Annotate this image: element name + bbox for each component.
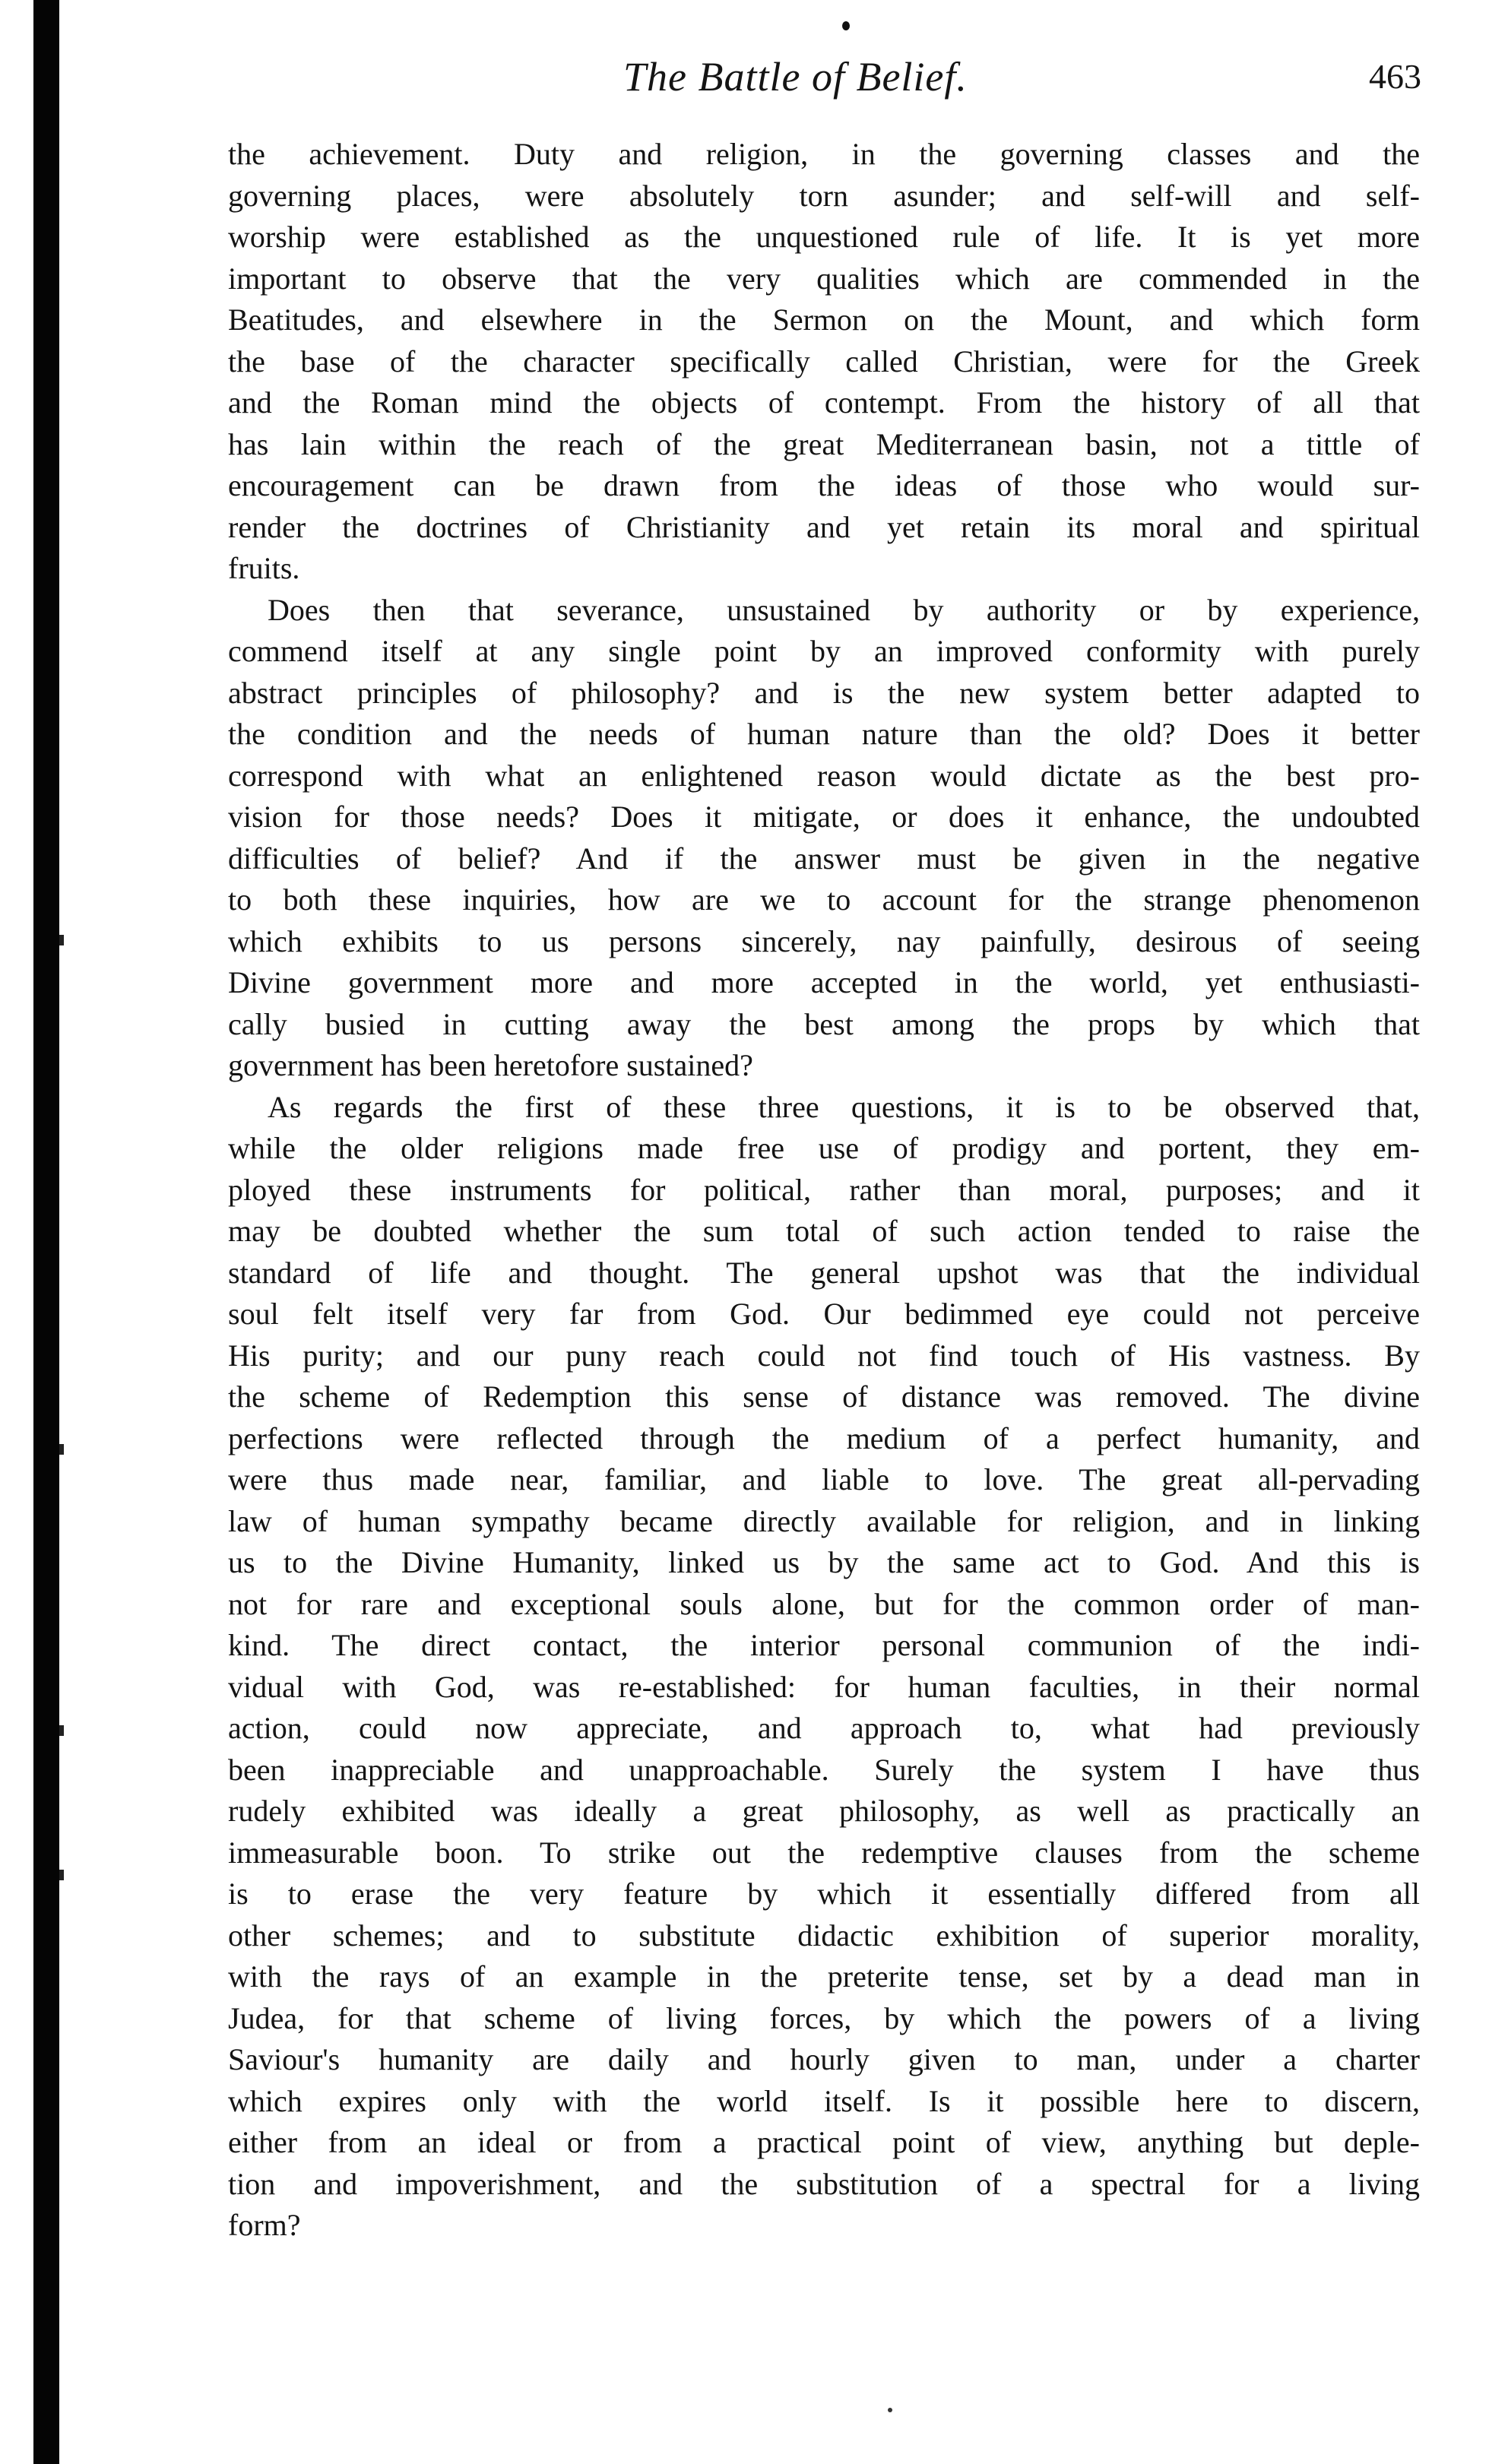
text-line: vidual with God, was re-established: for human faculties, in their normal	[228, 1669, 1420, 1704]
top-ink-mark	[842, 21, 850, 30]
text-line: the base of the character specifically called Christian, were for the Greek	[228, 344, 1420, 378]
bottom-ink-dot	[888, 2408, 892, 2412]
text-line: perfections were reflected through the medium of a perfect humanity, and	[228, 1420, 1420, 1455]
text-line: vision for those needs? Does it mitigate, or does it enhance, the undoubted	[228, 800, 1420, 834]
body-text	[228, 134, 1420, 2247]
text-line: standard of life and thought. The general upshot was that the individual	[228, 1255, 1420, 1290]
text-line: government has been heretofore sustained?	[228, 1048, 753, 1082]
text-line: Does then that severance, unsustained by authority or by experience,	[268, 592, 1420, 627]
text-line: Saviour's humanity are daily and hourly given to man, under a charter	[228, 2042, 1420, 2076]
speck	[59, 1870, 64, 1880]
text-line: Judea, for that scheme of living forces, by which the powers of a living	[228, 2000, 1420, 2035]
text-line: other schemes; and to substitute didactic exhibition of superior morality,	[228, 1918, 1420, 1953]
text-line: kind. The direct contact, the interior personal communion of the indi-	[228, 1628, 1420, 1662]
text-line: tion and impoverishment, and the substitution of a spectral for a living	[228, 2166, 1420, 2201]
text-line: His purity; and our puny reach could not find touch of His vastness. By	[228, 1338, 1420, 1373]
text-line: has lain within the reach of the great Mediterranean basin, not a tittle of	[228, 426, 1420, 461]
text-line: to both these inquiries, how are we to account for the strange phenomenon	[228, 882, 1420, 917]
text-line: either from an ideal or from a practical point of view, anything but deple-	[228, 2125, 1420, 2159]
text-line: difficulties of belief? And if the answer must be given in the negative	[228, 841, 1420, 876]
text-line: the scheme of Redemption this sense of distance was removed. The divine	[228, 1379, 1420, 1414]
running-title: The Battle of Belief.	[623, 54, 968, 100]
text-line: Beatitudes, and elsewhere in the Sermon on the Mount, and which form	[228, 302, 1420, 337]
text-line: ployed these instruments for political, rather than moral, purposes; and it	[228, 1172, 1420, 1207]
text-line: with the rays of an example in the preterite tense, set by a dead man in	[228, 1959, 1420, 1994]
text-line: cally busied in cutting away the best among the props by which that	[228, 1006, 1420, 1041]
text-line: rudely exhibited was ideally a great philosophy, as well as practically an	[228, 1794, 1420, 1828]
text-line: which exhibits to us persons sincerely, nay painfully, desirous of seeing	[228, 923, 1420, 958]
text-line: the achievement. Duty and religion, in the governing classes and the	[228, 137, 1420, 171]
text-line: encouragement can be drawn from the ideas of those who would sur-	[228, 468, 1420, 502]
text-line: Divine government more and more accepted in the world, yet enthusiasti-	[228, 965, 1420, 999]
text-line: is to erase the very feature by which it essentially differed from all	[228, 1877, 1420, 1911]
speck	[59, 935, 64, 945]
text-line: which expires only with the world itself. Is it possible here to discern,	[228, 2083, 1420, 2118]
text-line: commend itself at any single point by an improved conformity with purely	[228, 634, 1420, 668]
text-line: render the doctrines of Christianity and yet retain its moral and spiritual	[228, 509, 1420, 544]
text-line: law of human sympathy became directly available for religion, and in linking	[228, 1503, 1420, 1538]
text-line: correspond with what an enlightened reason would dictate as the best pro-	[228, 758, 1420, 793]
text-line: immeasurable boon. To strike out the redemptive clauses from the scheme	[228, 1835, 1420, 1870]
text-line: worship were established as the unquestioned rule of life. It is yet more	[228, 220, 1420, 254]
speck	[59, 1725, 64, 1736]
text-line: us to the Divine Humanity, linked us by the same act to God. And this is	[228, 1545, 1420, 1579]
page-binding-edge	[33, 0, 59, 2464]
text-line: and the Roman mind the objects of contempt. From the history of all that	[228, 385, 1420, 420]
text-line: action, could now appreciate, and approach to, what had previously	[228, 1711, 1420, 1745]
text-line: not for rare and exceptional souls alone, but for the common order of man-	[228, 1586, 1420, 1621]
text-line: abstract principles of philosophy? and is the new system better adapted to	[228, 675, 1420, 710]
text-line: the condition and the needs of human nature than the old? Does it better	[228, 717, 1420, 751]
text-line: governing places, were absolutely torn asunder; and self-will and self-	[228, 178, 1420, 213]
text-line: soul felt itself very far from God. Our bedimmed eye could not perceive	[228, 1297, 1420, 1331]
text-line: were thus made near, familiar, and liable to love. The great all-pervading	[228, 1462, 1420, 1496]
text-line: while the older religions made free use of prodigy and portent, they em-	[228, 1131, 1420, 1165]
text-line: been inappreciable and unapproachable. Surely the system I have thus	[228, 1752, 1420, 1787]
binding-specks	[59, 0, 64, 2464]
text-line: may be doubted whether the sum total of such action tended to raise the	[228, 1214, 1420, 1248]
running-head	[228, 50, 1421, 103]
text-line: As regards the first of these three questions, it is to be observed that,	[268, 1089, 1420, 1124]
text-line: form?	[228, 2208, 301, 2242]
speck	[59, 1444, 64, 1455]
page-number: 463	[1369, 57, 1421, 96]
text-line: important to observe that the very qualities which are commended in the	[228, 261, 1420, 296]
text-line: fruits.	[228, 551, 300, 585]
